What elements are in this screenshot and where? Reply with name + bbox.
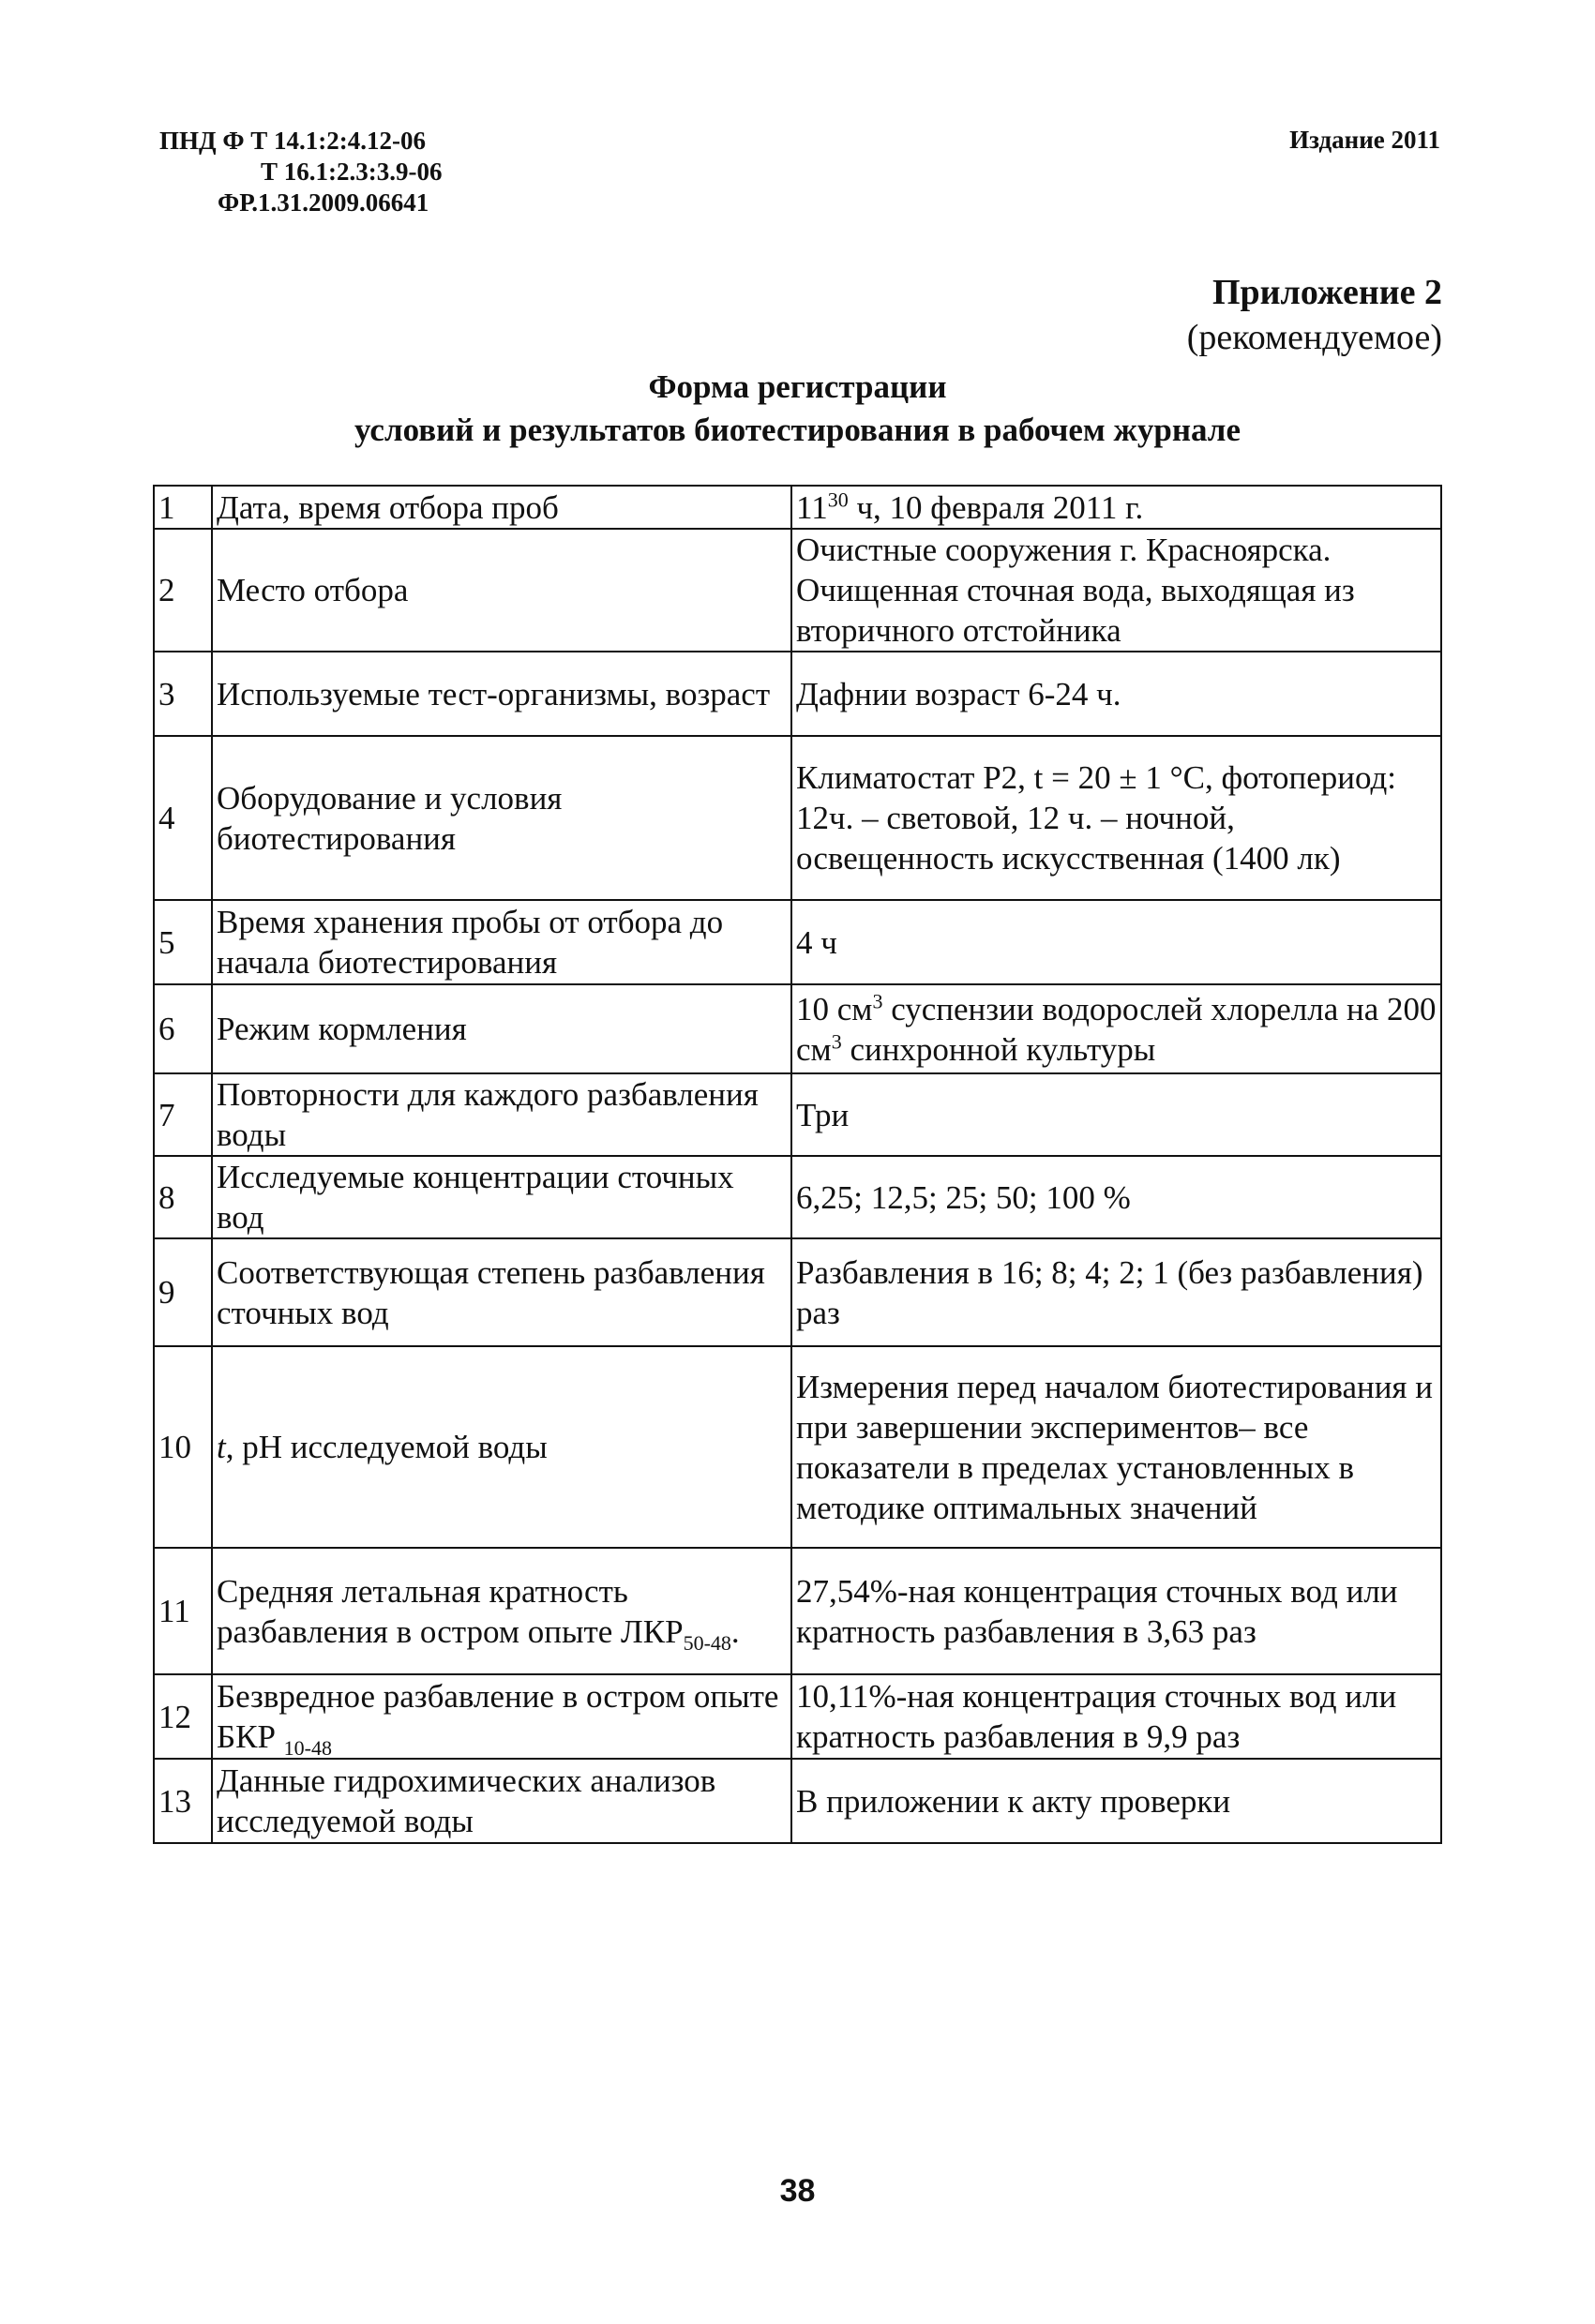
row-value: 6,25; 12,5; 25; 50; 100 % xyxy=(791,1156,1441,1238)
row-parameter: Место отбора xyxy=(212,529,791,652)
row-parameter: Режим кормления xyxy=(212,984,791,1073)
row-parameter: Безвредное разбавление в остром опыте БКР $_{10-48}$ xyxy=(212,1674,791,1759)
row-number: 13 xyxy=(154,1759,212,1843)
table-row xyxy=(154,1548,1441,1674)
row-value: Три xyxy=(791,1073,1441,1156)
row-number: 8 xyxy=(154,1156,212,1238)
row-number: 10 xyxy=(154,1346,212,1548)
document-code-line-3: ФР.1.31.2009.06641 xyxy=(218,188,429,217)
row-number: 1 xyxy=(154,486,212,529)
row-parameter: Соответствующая степень разбавления сточных вод xyxy=(212,1238,791,1346)
row-parameter: Оборудование и условия биотестирования xyxy=(212,736,791,900)
row-parameter: Средняя летальная кратность разбавления в остром опыте $ЛКР_{50-48}$. xyxy=(212,1548,791,1674)
appendix-subtitle: (рекомендуемое) xyxy=(1186,318,1442,357)
form-title xyxy=(0,366,1595,452)
row-value: $11^{30}$ ч, 10 февраля 2011 г. xyxy=(791,486,1441,529)
document-code-line-1: ПНД Ф Т 14.1:2:4.12-06 xyxy=(159,127,427,155)
document-code-line-2: Т 16.1:2.3:3.9-06 xyxy=(261,157,443,186)
table-row xyxy=(154,652,1441,736)
table-row xyxy=(154,1156,1441,1238)
row-value: Климатостат Р2, t = 20 ± 1 °С, фотопериод: 12ч. – световой, 12 ч. – ночной, освещенность искусственная (1400 лк) xyxy=(791,736,1441,900)
row-number: 3 xyxy=(154,652,212,736)
row-value: Очистные сооружения г. Красноярска. Очищенная сточная вода, выходящая из вторичного отстойника xyxy=(791,529,1441,652)
row-parameter: Дата, время отбора проб xyxy=(212,486,791,529)
row-number: 6 xyxy=(154,984,212,1073)
row-parameter: t, pH исследуемой воды xyxy=(212,1346,791,1548)
appendix-title: Приложение 2 xyxy=(1211,273,1442,312)
table-row xyxy=(154,1674,1441,1759)
row-value: Измерения перед началом биотестирования и при завершении экспериментов– все показатели в пределах установленных в методике оптимальных значений xyxy=(791,1346,1441,1548)
table-row xyxy=(154,736,1441,900)
table-row xyxy=(154,1238,1441,1346)
edition-label: Издание 2011 xyxy=(1289,126,1440,154)
table-row xyxy=(154,486,1441,529)
page-number: 38 xyxy=(779,2173,816,2209)
row-value: 4 ч xyxy=(791,900,1441,984)
row-parameter: Используемые тест-организмы, возраст xyxy=(212,652,791,736)
row-parameter: Время хранения пробы от отбора до начала биотестирования xyxy=(212,900,791,984)
appendix-heading xyxy=(1187,270,1442,360)
row-parameter: Повторности для каждого разбавления воды xyxy=(212,1073,791,1156)
row-number: 4 xyxy=(154,736,212,900)
row-value: 10,11%-ная концентрация сточных вод или кратность разбавления в 9,9 раз xyxy=(791,1674,1441,1759)
form-title-line-1: Форма регистрации xyxy=(648,368,947,405)
table-row xyxy=(154,900,1441,984)
row-number: 9 xyxy=(154,1238,212,1346)
row-value: В приложении к акту проверки xyxy=(791,1759,1441,1843)
table-row xyxy=(154,1073,1441,1156)
registration-table xyxy=(153,485,1442,1844)
row-value: 27,54%-ная концентрация сточных вод или кратность разбавления в 3,63 раз xyxy=(791,1548,1441,1674)
row-number: 11 xyxy=(154,1548,212,1674)
row-parameter: Исследуемые концентрации сточных вод xyxy=(212,1156,791,1238)
row-value: Разбавления в 16; 8; 4; 2; 1 (без разбавления) раз xyxy=(791,1238,1441,1346)
table-row xyxy=(154,1346,1441,1548)
form-title-line-2: условий и результатов биотестирования в рабочем журнале xyxy=(354,412,1241,448)
row-number: 7 xyxy=(154,1073,212,1156)
table-row xyxy=(154,1759,1441,1843)
document-code xyxy=(159,126,442,218)
row-number: 5 xyxy=(154,900,212,984)
row-value: Дафнии возраст 6-24 ч. xyxy=(791,652,1441,736)
row-number: 12 xyxy=(154,1674,212,1759)
row-parameter: Данные гидрохимических анализов исследуемой воды xyxy=(212,1759,791,1843)
table-row xyxy=(154,984,1441,1073)
row-number: 2 xyxy=(154,529,212,652)
table-row xyxy=(154,529,1441,652)
row-value: 10 $см^3$ суспензии водорослей хлорелла на 200 $см^3$ синхронной культуры xyxy=(791,984,1441,1073)
